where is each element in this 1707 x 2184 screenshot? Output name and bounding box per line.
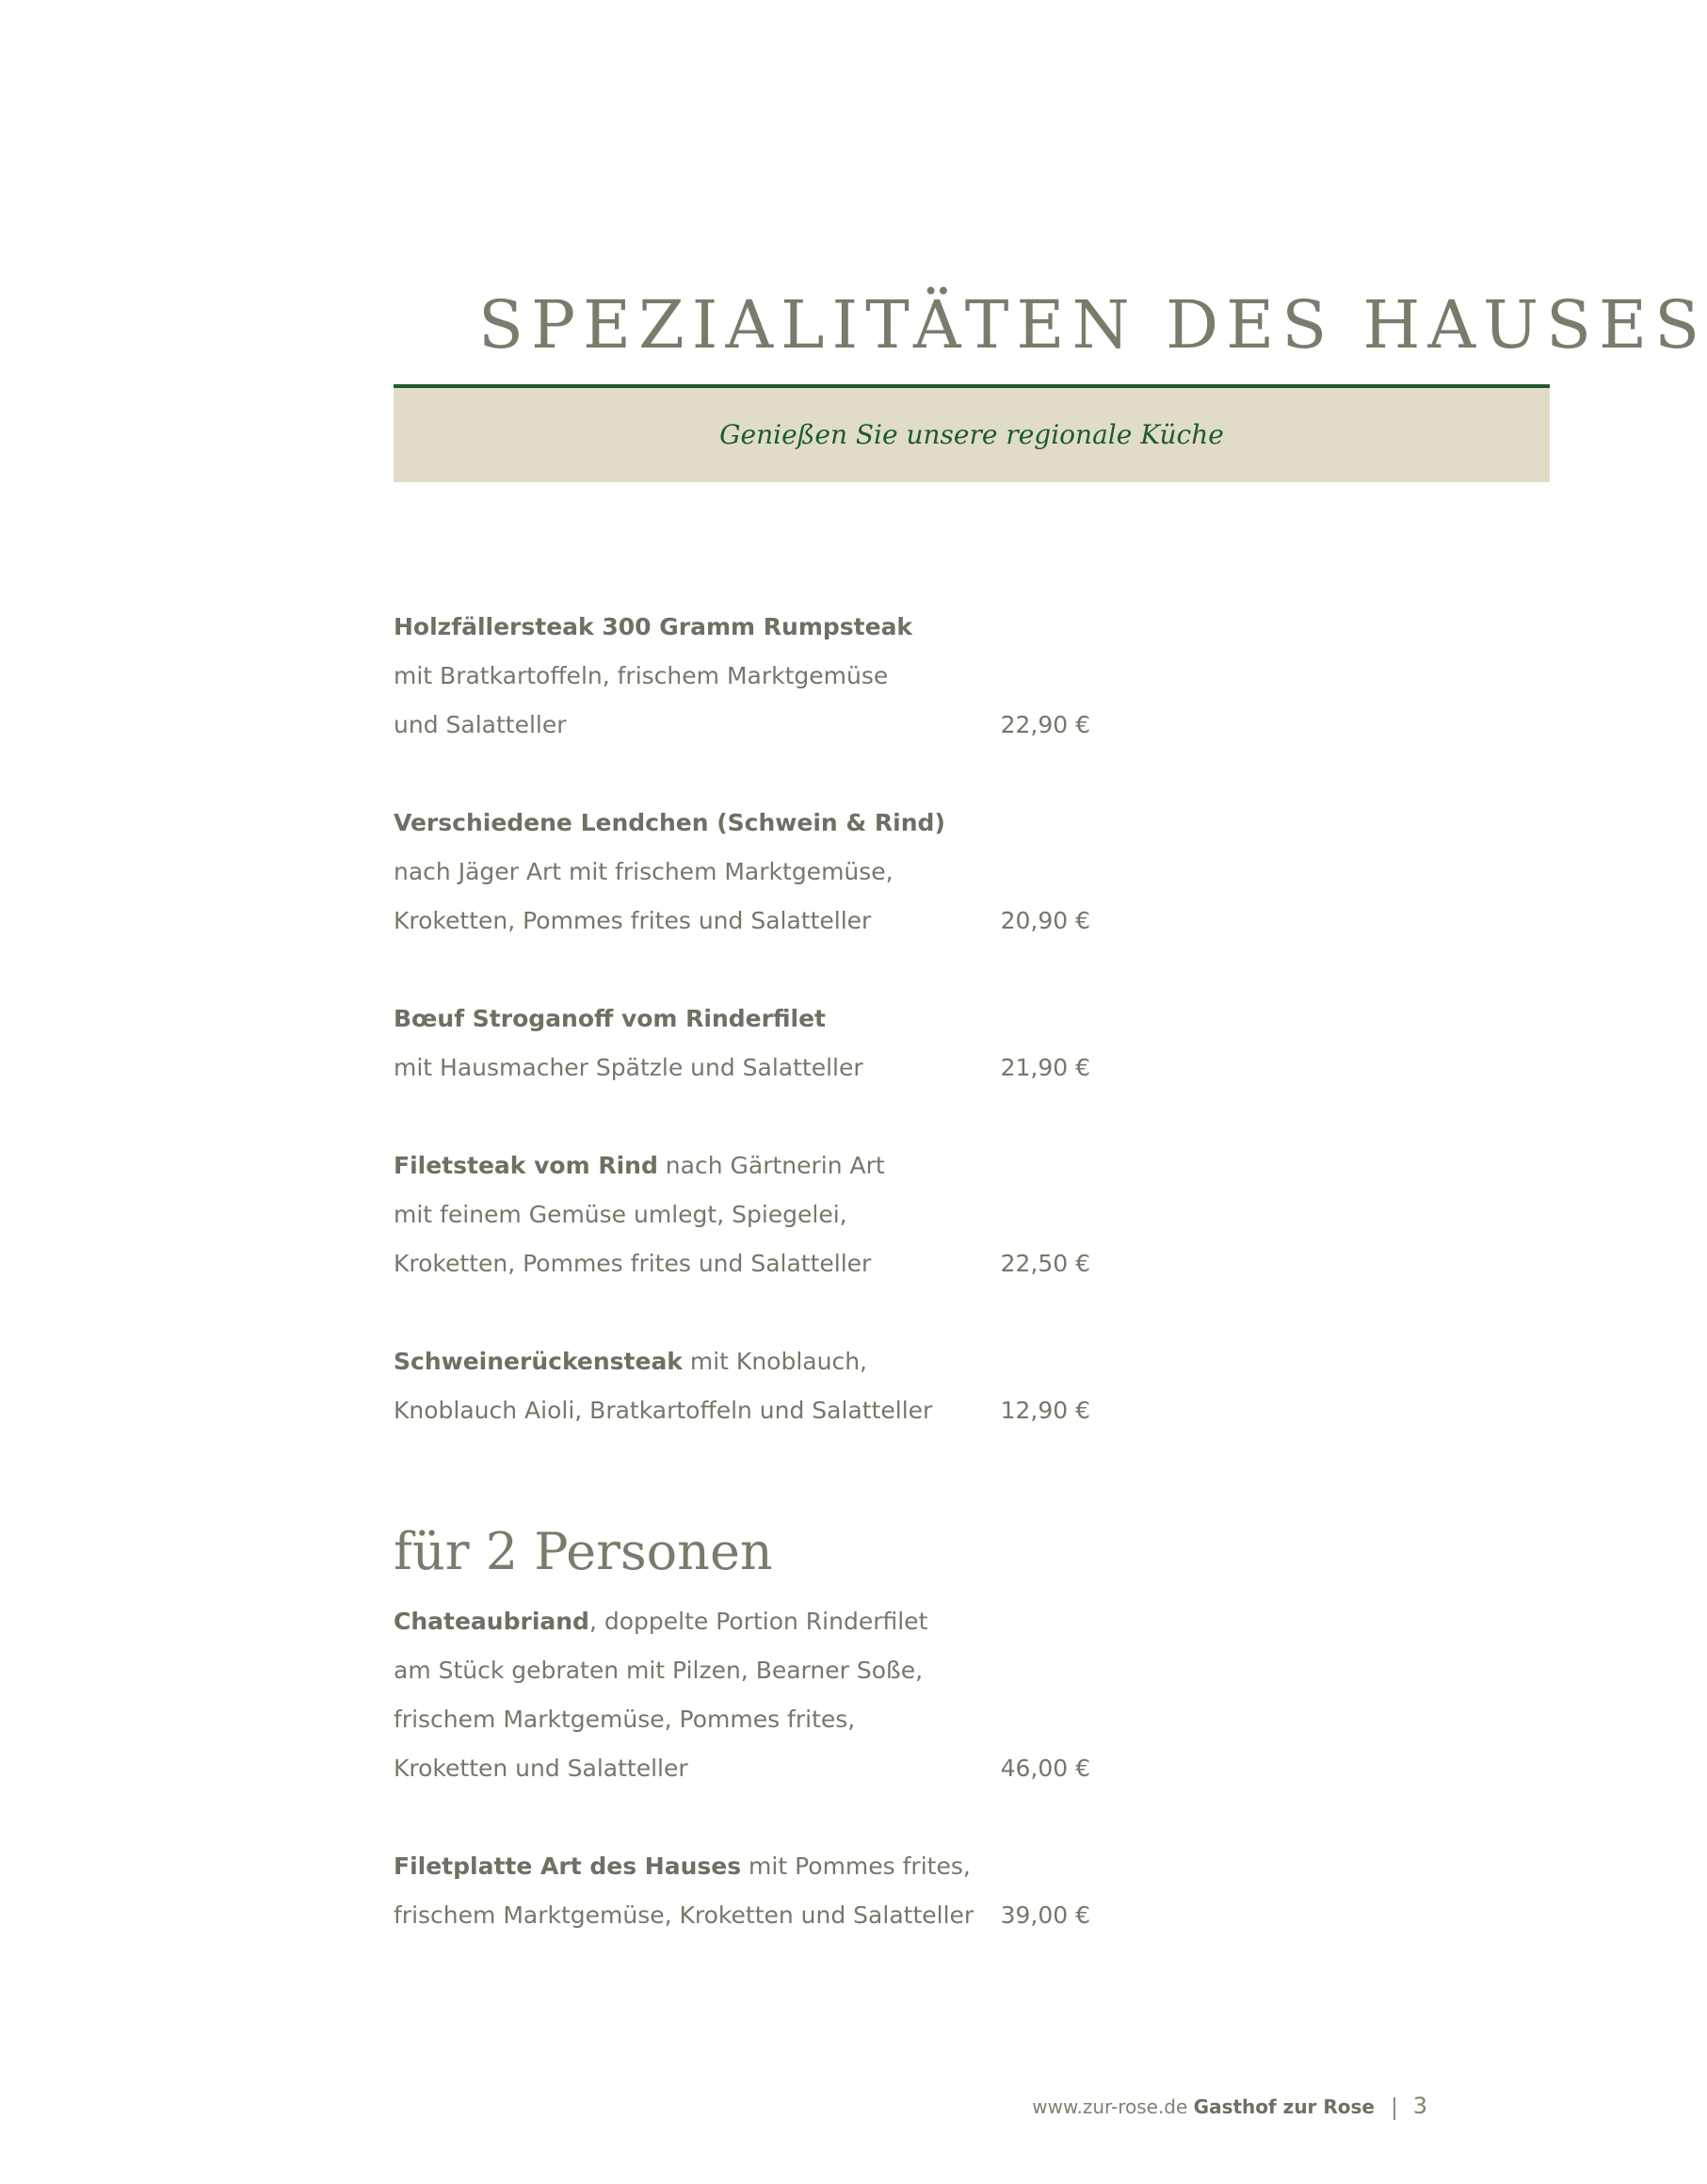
dish-description-text: Kroketten und Salatteller <box>394 1754 688 1782</box>
dish-price: 12,90 € <box>1000 1397 1090 1424</box>
dish-price: 21,90 € <box>1000 1054 1090 1081</box>
dish-description-text: Kroketten, Pommes frites und Salatteller <box>394 907 872 934</box>
footer-restaurant-name: Gasthof zur Rose <box>1193 2095 1375 2118</box>
menu-item <box>394 1597 1090 1793</box>
dish-name-suffix: mit Knoblauch, <box>682 1348 867 1375</box>
menu-section-for-two <box>394 1597 1090 1940</box>
menu-item-title-line <box>394 799 1090 848</box>
menu-item <box>394 603 1090 750</box>
dish-price: 39,00 € <box>1000 1901 1090 1929</box>
menu-item <box>394 799 1090 946</box>
dish-description-line <box>394 1239 1090 1288</box>
menu-item-title-line <box>394 1597 1090 1646</box>
dish-description-line <box>394 652 1090 701</box>
menu-item-title-line <box>394 1337 1090 1386</box>
menu-item-title-line <box>394 1141 1090 1190</box>
dish-price: 46,00 € <box>1000 1754 1090 1782</box>
dish-description-line <box>394 848 1090 897</box>
dish-description-line <box>394 701 1090 750</box>
dish-description-text: Kroketten, Pommes frites und Salatteller <box>394 1250 872 1277</box>
dish-description-line <box>394 1891 1090 1940</box>
dish-description-line <box>394 897 1090 946</box>
dish-description-text: und Salatteller <box>394 711 567 738</box>
dish-name-suffix: , doppelte Portion Rinderfilet <box>588 1607 928 1635</box>
footer-website: www.zur-rose.de <box>1032 2095 1188 2118</box>
dish-description-text: mit Hausmacher Spätzle und Salatteller <box>394 1054 863 1081</box>
dish-description-line <box>394 1190 1090 1239</box>
dish-description-line <box>394 1695 1090 1744</box>
page-footer <box>1032 2093 1427 2120</box>
dish-description-text: am Stück gebraten mit Pilzen, Bearner Soße, <box>394 1656 924 1684</box>
page-title: SPEZIALITÄTEN DES HAUSES <box>478 286 1707 364</box>
menu-item <box>394 1842 1090 1940</box>
dish-description-text: Knoblauch Aioli, Bratkartoffeln und Salatteller <box>394 1397 933 1424</box>
dish-description-text: mit Bratkartoffeln, frischem Marktgemüse <box>394 662 889 689</box>
dish-price: 22,50 € <box>1000 1250 1090 1277</box>
dish-description-line <box>394 1646 1090 1695</box>
footer-separator <box>1393 2097 1395 2120</box>
dish-description-text: mit feinem Gemüse umlegt, Spiegelei, <box>394 1201 847 1228</box>
menu-section-specialties <box>394 603 1090 1435</box>
dish-price: 20,90 € <box>1000 907 1090 934</box>
subtitle-band <box>394 388 1550 482</box>
menu-item <box>394 1337 1090 1435</box>
menu-item <box>394 1141 1090 1288</box>
dish-name: Holzfällersteak 300 Gramm Rumpsteak <box>394 613 913 640</box>
menu-list <box>394 603 1090 1989</box>
dish-name: Verschiedene Lendchen (Schwein & Rind) <box>394 809 945 836</box>
dish-description-line <box>394 1744 1090 1793</box>
menu-item-title-line <box>394 1842 1090 1891</box>
dish-name: Filetplatte Art des Hauses <box>394 1852 742 1880</box>
dish-name: Chateaubriand <box>394 1607 589 1635</box>
page-number: 3 <box>1412 2093 1427 2119</box>
dish-name-suffix: nach Gärtnerin Art <box>657 1152 885 1179</box>
menu-item-title-line <box>394 995 1090 1043</box>
dish-name: Bœuf Stroganoff vom Rinderfilet <box>394 1005 826 1032</box>
menu-item <box>394 995 1090 1092</box>
dish-description-line <box>394 1386 1090 1435</box>
dish-description-line <box>394 1043 1090 1092</box>
dish-price: 22,90 € <box>1000 711 1090 738</box>
dish-name: Filetsteak vom Rind <box>394 1152 658 1179</box>
menu-item-title-line <box>394 603 1090 652</box>
dish-description-text: nach Jäger Art mit frischem Marktgemüse, <box>394 858 894 885</box>
section-heading: für 2 Personen <box>394 1522 773 1581</box>
dish-description-text: frischem Marktgemüse, Kroketten und Salatteller <box>394 1901 974 1929</box>
subtitle-text: Genießen Sie unsere regionale Küche <box>719 419 1224 450</box>
dish-description-text: frischem Marktgemüse, Pommes frites, <box>394 1705 856 1733</box>
dish-name: Schweinerückensteak <box>394 1348 683 1375</box>
dish-name-suffix: mit Pommes frites, <box>741 1852 971 1880</box>
